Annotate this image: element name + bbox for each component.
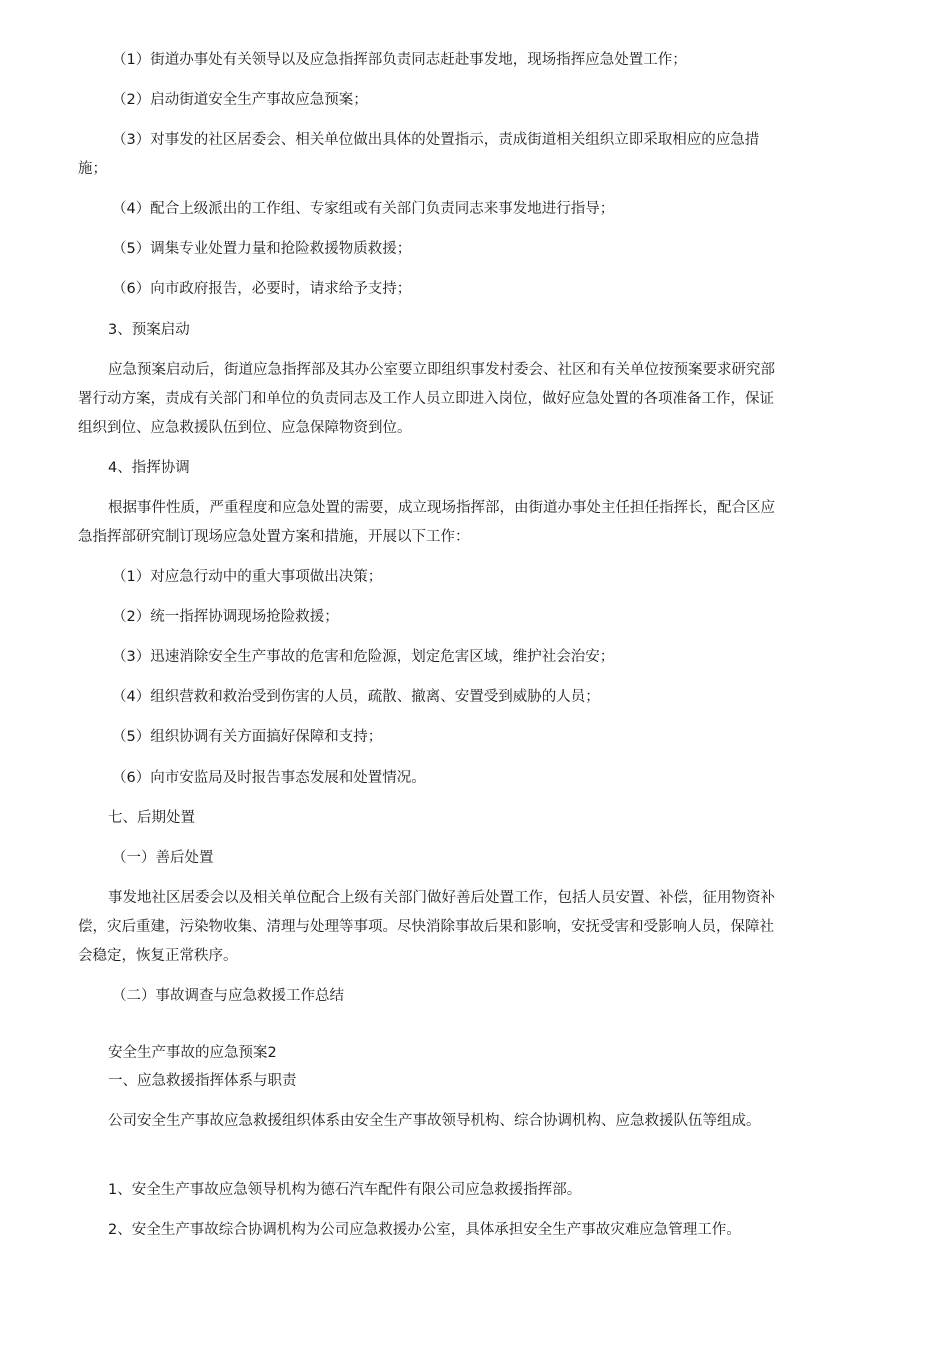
- paragraph-organization: 公司安全生产事故应急救援组织体系由安全生产事故领导机构、综合协调机构、应急救援队伍等组成。: [108, 1113, 761, 1129]
- paragraph-command-item-6: （6）向市安监局及时报告事态发展和处置情况。: [112, 770, 426, 786]
- paragraph-item-4: （4）配合上级派出的工作组、专家组或有关部门负责同志来事发地进行指导；: [112, 201, 615, 217]
- document-title-plan-2: 安全生产事故的应急预案2: [108, 1045, 277, 1061]
- paragraph-item-5: （5）调集专业处置力量和抢险救援物质救援；: [112, 241, 412, 257]
- section-heading-plan-start: 3、预案启动: [108, 322, 190, 338]
- paragraph-command: 根据事件性质，严重程度和应急处置的需要，成立现场指挥部，由街道办事处主任担任指挥长，配合区应急指挥部研究制订现场应急处置方案和措施，开展以下工作：: [78, 500, 775, 545]
- subheading-investigation: （二）事故调查与应急救援工作总结: [112, 988, 344, 1004]
- paragraph-item-1: （1）街道办事处有关领导以及应急指挥部负责同志赶赴事发地，现场指挥应急处置工作；: [112, 52, 687, 68]
- section-heading-command-system: 一、应急救援指挥体系与职责: [108, 1073, 297, 1089]
- paragraph-item-3: （3）对事发的社区居委会、相关单位做出具体的处置指示，责成街道相关组织立即采取相应的应急措施；: [78, 132, 760, 177]
- paragraph-item-2: （2）启动街道安全生产事故应急预案；: [112, 92, 368, 108]
- section-heading-command: 4、指挥协调: [108, 460, 190, 476]
- paragraph-command-item-3: （3）迅速消除安全生产事故的危害和危险源，划定危害区域，维护社会治安；: [112, 649, 615, 665]
- section-heading-aftermath: 七、后期处置: [108, 810, 195, 826]
- paragraph-item-6: （6）向市政府报告，必要时，请求给予支持；: [112, 281, 412, 297]
- paragraph-rehabilitation: 事发地社区居委会以及相关单位配合上级有关部门做好善后处置工作，包括人员安置、补偿，征用物资补偿，灾后重建，污染物收集、清理与处理等事项。尽快消除事故后果和影响，安抚受害和受影响人员，保障社会稳定，恢复正常秩序。: [78, 890, 775, 964]
- paragraph-coordination: 2、安全生产事故综合协调机构为公司应急救援办公室，具体承担安全生产事故灾难应急管理工作。: [108, 1222, 741, 1238]
- paragraph-command-item-1: （1）对应急行动中的重大事项做出决策；: [112, 569, 383, 585]
- subheading-rehabilitation: （一）善后处置: [112, 850, 214, 866]
- paragraph-leadership: 1、安全生产事故应急领导机构为德石汽车配件有限公司应急救援指挥部。: [108, 1182, 582, 1198]
- paragraph-plan-start: 应急预案启动后，街道应急指挥部及其办公室要立即组织事发村委会、社区和有关单位按预案要求研究部署行动方案，责成有关部门和单位的负责同志及工作人员立即进入岗位，做好应急处置的各项准备工作，保证组织到位、应急救援队伍到位、应急保障物资到位。: [78, 362, 775, 436]
- paragraph-command-item-2: （2）统一指挥协调现场抢险救援；: [112, 609, 339, 625]
- paragraph-command-item-4: （4）组织营救和救治受到伤害的人员，疏散、撤离、安置受到威胁的人员；: [112, 689, 600, 705]
- paragraph-command-item-5: （5）组织协调有关方面搞好保障和支持；: [112, 729, 383, 745]
